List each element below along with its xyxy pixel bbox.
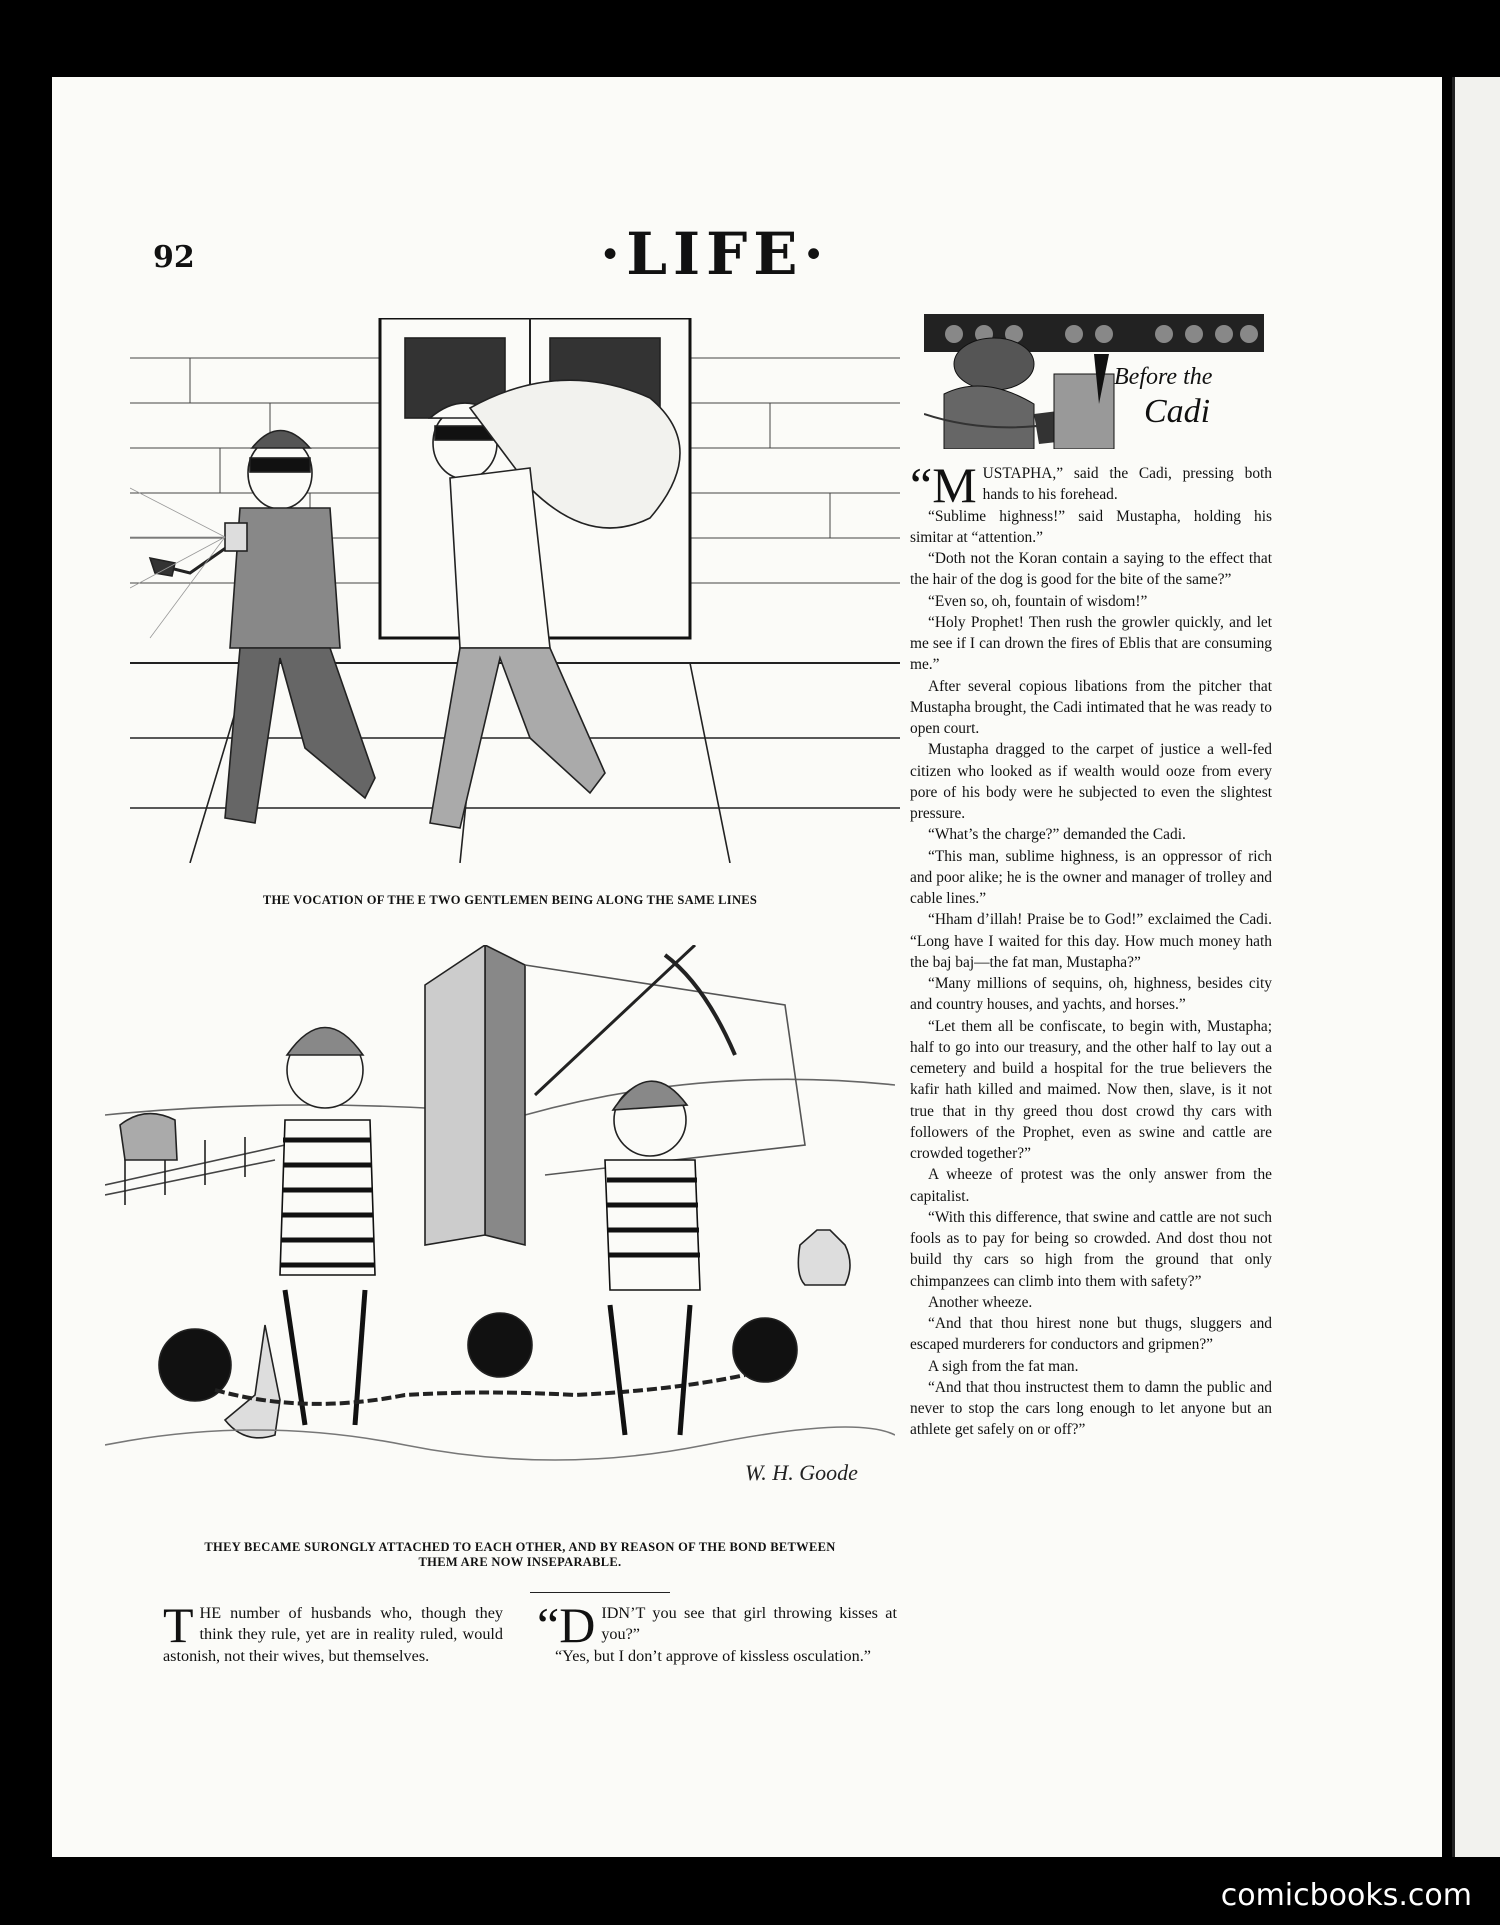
dropcap-d: “D bbox=[537, 1597, 596, 1653]
story-paragraph: A sigh from the fat man. bbox=[928, 1357, 1079, 1375]
convicts-illustration bbox=[105, 945, 895, 1495]
story-paragraph: “Holy Prophet! Then rush the growler quickly, and let me see if I can drown the fires of Eblis that are consuming me.” bbox=[910, 613, 1272, 674]
adjacent-page-edge bbox=[1452, 77, 1500, 1857]
burglars-illustration bbox=[130, 318, 900, 863]
watermark-text: comicbooks.com bbox=[1220, 1878, 1472, 1913]
story-paragraph: “With this difference, that swine and cattle are not such fools as to pay for being so crowded. And dost thou not build thy cars so high from the ground that only chimpanzees can climb into them with safety?” bbox=[910, 1208, 1272, 1290]
before-the-cadi-headpiece bbox=[924, 314, 1264, 449]
section-divider bbox=[530, 1592, 670, 1593]
joke-husbands-text: HE number of husbands who, though they think they rule, yet are in reality ruled, would astonish, not their wives, but themselves. bbox=[163, 1604, 503, 1665]
story-p1: USTAPHA,” said the Cadi, pressing both hands to his forehead. bbox=[982, 465, 1272, 504]
masthead-title: ·LIFE· bbox=[600, 220, 830, 288]
story-paragraph: After several copious libations from the pitcher that Mustapha brought, the Cadi intimated that he was ready to open court. bbox=[910, 677, 1272, 737]
story-paragraph: A wheeze of protest was the only answer from the capitalist. bbox=[910, 1166, 1272, 1205]
page-number: 92 bbox=[153, 240, 195, 275]
cadi-story-column bbox=[910, 457, 1272, 1441]
story-paragraph: “And that thou hirest none but thugs, sluggers and escaped murderers for conductors and gripmen?” bbox=[910, 1315, 1272, 1354]
bottom-caption-line-1: THEY BECAME SURONGLY ATTACHED TO EACH OTHER, AND BY REASON OF THE BOND BETWEEN bbox=[204, 1540, 836, 1554]
story-paragraph: “Hham d’illah! Praise be to God!” exclaimed the Cadi. “Long have I waited for this day. How much money hath the baj baj—the fat man, Mustapha?” bbox=[910, 911, 1272, 971]
dropcap-m: “M bbox=[910, 457, 977, 513]
dropcap-t: T bbox=[163, 1597, 194, 1653]
story-paragraph: “This man, sublime highness, is an oppressor of rich and poor alike; he is the owner and manager of trolley and cable lines.” bbox=[910, 847, 1272, 907]
joke-kisses bbox=[537, 1597, 897, 1667]
story-paragraph: “Many millions of sequins, oh, highness, besides city and country houses, and yachts, and horses.” bbox=[910, 975, 1272, 1014]
story-paragraph: “What’s the charge?” demanded the Cadi. bbox=[928, 826, 1186, 844]
joke-kisses-line-2: “Yes, but I don’t approve of kissless osculation.” bbox=[555, 1646, 871, 1665]
headpiece-title-line-1: Before the bbox=[1114, 364, 1213, 390]
artist-signature: W. H. Goode bbox=[745, 1460, 858, 1485]
story-paragraph: “And that thou instructest them to damn the public and never to stop the cars long enough to let anyone but an athlete get safely on or off?” bbox=[910, 1378, 1272, 1439]
headpiece-title-line-2: Cadi bbox=[1144, 393, 1211, 430]
joke-husbands bbox=[163, 1597, 503, 1667]
story-paragraph: “Doth not the Koran contain a saying to the effect that the hair of the dog is good for the bite of the same?” bbox=[910, 550, 1272, 589]
story-paragraph: “Even so, oh, fountain of wisdom!” bbox=[928, 592, 1148, 610]
story-paragraph: Mustapha dragged to the carpet of justice a well-fed citizen who looked as if wealth would ooze from every pore of his body were he subjected to even the slightest pressure. bbox=[910, 741, 1272, 822]
story-paragraph: Another wheeze. bbox=[928, 1293, 1033, 1311]
story-paragraph: “Sublime highness!” said Mustapha, holding his simitar at “attention.” bbox=[910, 507, 1272, 546]
story-paragraph: “Let them all be confiscate, to begin with, Mustapha; half to go into our treasury, and the other half to lay out a cemetery and build a hospital for the true believers the kafir hath killed and maimed. Now then, slave, is it not true that in thy greed thou dost crowd thy cars with followers of the Prophet, even as swine and cattle are crowded together?” bbox=[910, 1017, 1272, 1162]
joke-kisses-line-1: IDN’T you see that girl throwing kisses at you?” bbox=[601, 1604, 897, 1644]
bottom-illustration-caption bbox=[155, 1540, 885, 1570]
bottom-caption-line-2: THEM ARE NOW INSEPARABLE. bbox=[418, 1555, 622, 1569]
top-illustration-caption: THE VOCATION OF THE E TWO GENTLEMEN BEING ALONG THE SAME LINES bbox=[262, 893, 758, 907]
